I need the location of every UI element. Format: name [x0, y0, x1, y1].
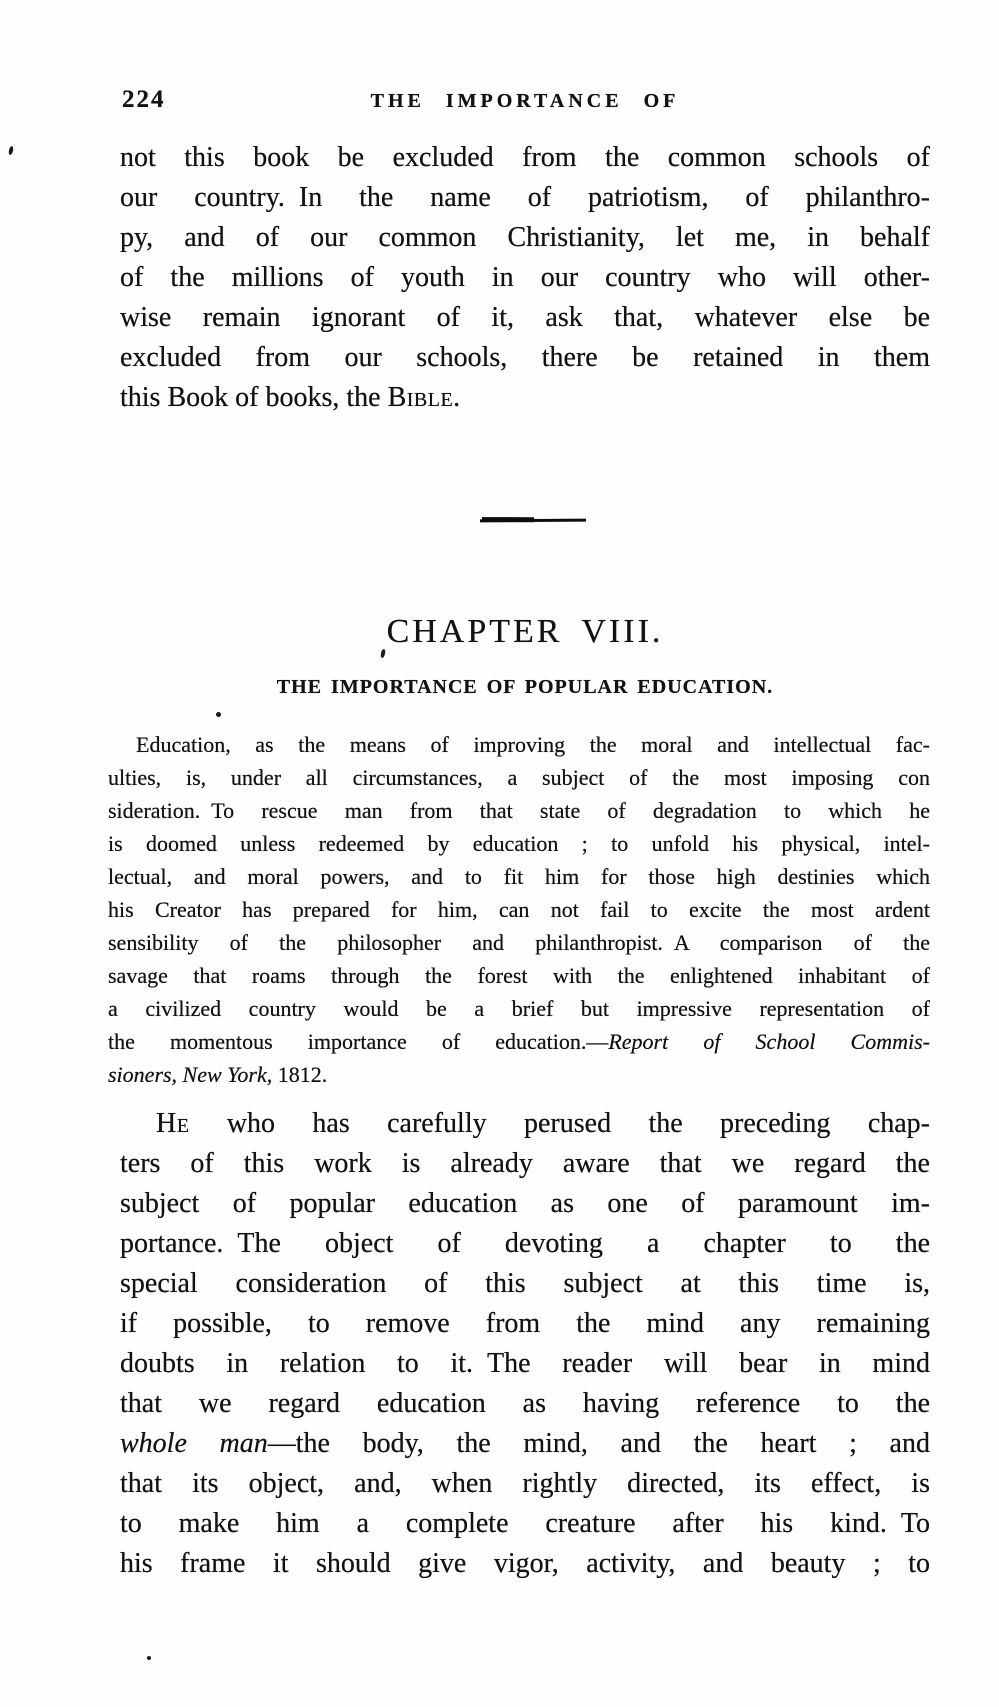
text-line	[120, 298, 930, 338]
text-line	[120, 1264, 930, 1304]
section-divider-rule	[480, 519, 586, 523]
text-segment: ters of this work is already aware that we regard the	[120, 1148, 930, 1179]
running-header-title: THE IMPORTANCE OF	[370, 90, 680, 112]
text-line	[120, 258, 930, 298]
text-segment: wise remain ignorant of it, ask that, whatever else be	[120, 302, 930, 333]
text-line	[120, 338, 930, 378]
text-segment: —the body, the mind, and the heart ; and	[267, 1428, 930, 1459]
text-line	[108, 893, 930, 926]
text-segment: lectual, and moral powers, and to fit him for those high destinies which	[108, 864, 930, 889]
text-segment: our country. In the name of patriotism, of philanthro-	[120, 182, 930, 213]
text-segment: sideration. To rescue man from that state of degradation to which he	[108, 798, 930, 823]
text-line	[120, 1104, 930, 1144]
text-segment: sensibility of the philosopher and philanthropist. A comparison of the	[108, 930, 930, 955]
text-line	[120, 1504, 930, 1544]
text-line	[108, 728, 930, 761]
text-line	[120, 138, 930, 178]
text-segment: if possible, to remove from the mind any remaining	[120, 1308, 930, 1339]
text-line	[120, 1424, 930, 1464]
text-line	[108, 959, 930, 992]
text-segment: not this book be excluded from the common schools of	[120, 142, 930, 173]
text-line	[120, 1544, 930, 1584]
intro-paragraph	[120, 138, 930, 418]
text-segment: ulties, is, under all circumstances, a subject of the most imposing con	[108, 765, 930, 790]
text-segment: portance. The object of devoting a chapter to the	[120, 1228, 930, 1259]
text-line	[108, 992, 930, 1025]
text-line	[120, 1144, 930, 1184]
text-line	[120, 218, 930, 258]
text-segment: who has carefully perused the preceding chap-	[189, 1108, 930, 1139]
text-line	[108, 827, 930, 860]
text-segment: of the millions of youth in our country who will other-	[120, 262, 930, 293]
text-line	[108, 926, 930, 959]
italic-text: Report of School Commis-	[608, 1029, 930, 1054]
text-line	[120, 1304, 930, 1344]
text-segment: the momentous importance of education.—	[108, 1029, 609, 1054]
text-segment: .	[453, 382, 461, 413]
italic-text: whole man	[120, 1428, 268, 1459]
text-line	[108, 1025, 930, 1058]
text-line	[108, 1058, 930, 1091]
text-segment: subject of popular education as one of paramount im-	[120, 1188, 930, 1219]
scan-speck	[216, 712, 221, 717]
running-header	[120, 86, 930, 120]
text-line	[108, 860, 930, 893]
chapter-heading: CHAPTER VIII.	[386, 613, 664, 650]
text-segment: 1812.	[272, 1062, 328, 1087]
page-number: 224	[122, 86, 166, 113]
text-segment: this Book of books, the	[120, 382, 388, 413]
text-line	[120, 178, 930, 218]
text-line	[120, 1224, 930, 1264]
text-segment: savage that roams through the forest with the enlightened inhabitant of	[108, 963, 930, 988]
small-caps-text: Bible	[387, 382, 454, 413]
epigraph-quote	[108, 728, 930, 1091]
text-segment: his frame it should give vigor, activity, and beauty ; to	[120, 1548, 930, 1579]
small-caps-text: He	[156, 1108, 190, 1139]
text-segment: py, and of our common Christianity, let me, in behalf	[120, 222, 930, 253]
scan-speck	[380, 649, 386, 659]
text-segment: doubts in relation to it. The reader will bear in mind	[120, 1348, 930, 1379]
text-segment: excluded from our schools, there be retained in them	[120, 342, 930, 373]
text-segment: is doomed unless redeemed by education ; to unfold his physical, intel-	[108, 831, 930, 856]
text-segment: special consideration of this subject at this time is,	[120, 1268, 930, 1299]
text-line	[108, 794, 930, 827]
text-segment: his Creator has prepared for him, can not fail to excite the most ardent	[108, 897, 930, 922]
text-line	[120, 1344, 930, 1384]
text-segment: to make him a complete creature after his kind. To	[120, 1508, 930, 1539]
italic-text: sioners, New York,	[108, 1062, 273, 1087]
text-line	[120, 1384, 930, 1424]
text-segment: that its object, and, when rightly directed, its effect, is	[120, 1468, 930, 1499]
text-line	[120, 1184, 930, 1224]
text-line	[120, 378, 930, 418]
text-line	[120, 1464, 930, 1504]
text-segment: a civilized country would be a brief but impressive representation of	[108, 996, 930, 1021]
body-paragraph	[120, 1104, 930, 1584]
text-segment: that we regard education as having reference to the	[120, 1388, 930, 1419]
chapter-subtitle: THE IMPORTANCE OF POPULAR EDUCATION.	[276, 676, 774, 698]
text-line	[108, 761, 930, 794]
text-segment: Education, as the means of improving the moral and intellectual fac-	[136, 732, 930, 757]
scan-speck	[147, 1656, 151, 1660]
scan-speck	[8, 146, 14, 156]
